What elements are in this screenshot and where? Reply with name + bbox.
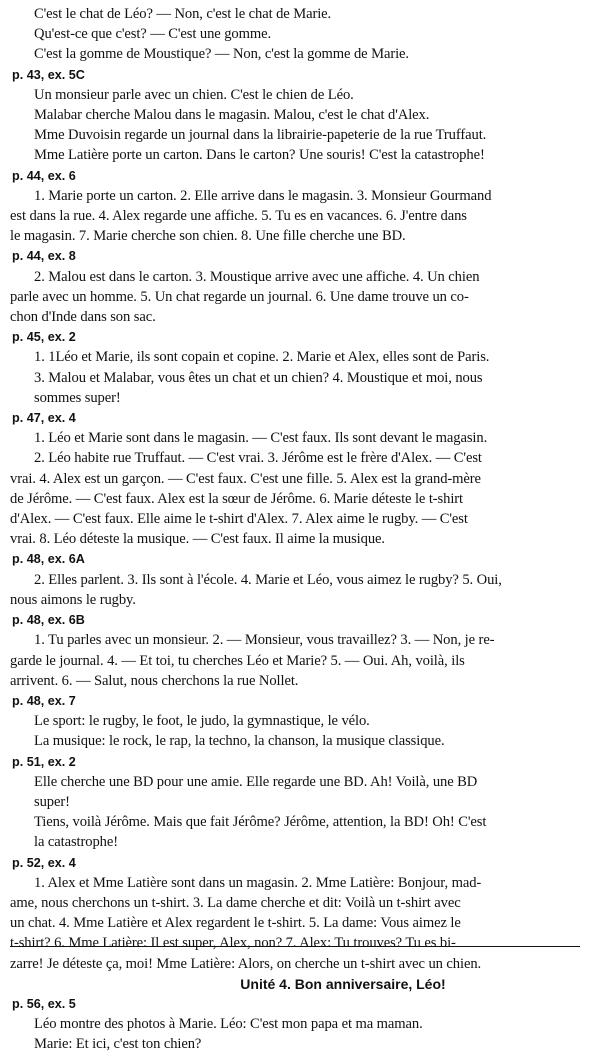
bottom-rule [10, 946, 580, 947]
answer-text-line: 1. Marie porte un carton. 2. Elle arrive dans le magasin. 3. Monsieur Gourmand [34, 187, 492, 204]
answer-text-line: La musique: le rock, le rap, la techno, la chanson, la musique classique. [34, 733, 445, 750]
answer-text-line: nous aimons le rugby. [10, 591, 136, 608]
answer-text-line: d'Alex. — C'est faux. Elle aime le t-shirt d'Alex. 7. Alex aime le rugby. — C'est [10, 511, 468, 528]
exercise-reference-header: p. 48, ex. 6B [12, 613, 85, 628]
answer-text-line: Tiens, voilà Jérôme. Mais que fait Jérôme? Jérôme, attention, la BD! Oh! C'est [34, 814, 487, 831]
answer-text-line: Mme Duvoisin regarde un journal dans la librairie-papeterie de la rue Truffaut. [34, 127, 487, 144]
exercise-reference-header: p. 51, ex. 2 [12, 754, 76, 769]
answer-text-line: 1. Tu parles avec un monsieur. 2. — Monsieur, vous travaillez? 3. — Non, je re- [34, 632, 495, 649]
answer-text-line: ame, nous cherchons un t-shirt. 3. La dame cherche et dit: Voilà un t-shirt avec [10, 894, 461, 911]
exercise-reference-header: p. 44, ex. 8 [12, 249, 76, 264]
answer-text-line: sommes super! [34, 389, 121, 406]
answer-text-line: t-shirt? 6. Mme Latière: Il est super, Alex, non? 7. Alex: Tu trouves? Tu es bi- [10, 935, 456, 952]
answer-text-line: 1. 1Léo et Marie, ils sont copain et copine. 2. Marie et Alex, elles sont de Paris. [34, 349, 490, 366]
exercise-reference-header: p. 43, ex. 5C [12, 67, 85, 82]
answer-text-line: 1. Alex et Mme Latière sont dans un magasin. 2. Mme Latière: Bonjour, mad- [34, 874, 482, 891]
unit-title: Unité 4. Bon anniversaire, Léo! [240, 975, 446, 992]
exercise-reference-header: p. 52, ex. 4 [12, 855, 76, 870]
answer-text-line: 2. Malou est dans le carton. 3. Moustique arrive avec une affiche. 4. Un chien [34, 268, 480, 285]
answer-text-line: Un monsieur parle avec un chien. C'est le chien de Léo. [34, 86, 354, 103]
answer-text-line: arrivent. 6. — Salut, nous cherchons la rue Nollet. [10, 672, 299, 689]
answer-text-line: vrai. 4. Alex est un garçon. — C'est faux. C'est une fille. 5. Alex est la grand-mère [10, 470, 481, 487]
answer-text-line: parle avec un homme. 5. Un chat regarde un journal. 6. Une dame trouve un co- [10, 288, 469, 305]
answer-text-line: Marie: Et ici, c'est ton chien? [34, 1036, 202, 1053]
answer-text-line: C'est le chat de Léo? — Non, c'est le chat de Marie. [34, 6, 332, 22]
answer-text-line: Elle cherche une BD pour une amie. Elle regarde une BD. Ah! Voilà, une BD [34, 773, 478, 790]
answer-text-line: 2. Léo habite rue Truffaut. — C'est vrai. 3. Jérôme est le frère d'Alex. — C'est [34, 450, 482, 467]
answer-text-line: zarre! Je déteste ça, moi! Mme Latière: Alors, on cherche un t-shirt avec un chien. [10, 955, 482, 972]
answer-text-line: 1. Léo et Marie sont dans le magasin. — C'est faux. Ils sont devant le magasin. [34, 430, 488, 447]
exercise-reference-header: p. 48, ex. 7 [12, 693, 76, 708]
answer-text-line: Malabar cherche Malou dans le magasin. Malou, c'est le chat d'Alex. [34, 107, 430, 124]
exercise-reference-header: p. 48, ex. 6A [12, 552, 85, 567]
answer-text-line: 2. Elles parlent. 3. Ils sont à l'école. 4. Marie et Léo, vous aimez le rugby? 5. Oui, [34, 571, 502, 588]
exercise-reference-header: p. 44, ex. 6 [12, 168, 76, 183]
answer-text-line: de Jérôme. — C'est faux. Alex est la sœur de Jérôme. 6. Marie déteste le t-shirt [10, 490, 463, 507]
answer-text-line: est dans la rue. 4. Alex regarde une affiche. 5. Tu es en vacances. 6. J'entre dans [10, 208, 467, 225]
answer-text-line: chon d'Inde dans son sac. [10, 309, 156, 326]
answer-text-line: 3. Malou et Malabar, vous êtes un chat et un chien? 4. Moustique et moi, nous [34, 369, 483, 386]
answer-text-line: garde le journal. 4. — Et toi, tu cherches Léo et Marie? 5. — Oui. Ah, voilà, ils [10, 652, 465, 669]
answer-text-line: Léo montre des photos à Marie. Léo: C'est mon papa et ma maman. [34, 1016, 423, 1033]
exercise-reference-header: p. 56, ex. 5 [12, 996, 76, 1011]
answer-text-line: vrai. 8. Léo déteste la musique. — C'est faux. Il aime la musique. [10, 531, 385, 548]
answer-text-line: C'est la gomme de Moustique? — Non, c'est la gomme de Marie. [34, 46, 409, 63]
answer-text-line: un chat. 4. Mme Latière et Alex regardent le t-shirt. 5. La dame: Vous aimez le [10, 915, 461, 932]
exercise-reference-header: p. 47, ex. 4 [12, 411, 76, 426]
answer-text-line: super! [34, 793, 70, 810]
answer-text-line: la catastrophe! [34, 834, 118, 851]
answer-text-line: Qu'est-ce que c'est? — C'est une gomme. [34, 26, 272, 43]
answer-text-line: le magasin. 7. Marie cherche son chien. 8. Une fille cherche une BD. [10, 228, 406, 245]
answer-text-line: Le sport: le rugby, le foot, le judo, la gymnastique, le vélo. [34, 713, 370, 730]
exercise-reference-header: p. 45, ex. 2 [12, 330, 76, 345]
answer-text-line: Mme Latière porte un carton. Dans le carton? Une souris! C'est la catastrophe! [34, 147, 485, 164]
